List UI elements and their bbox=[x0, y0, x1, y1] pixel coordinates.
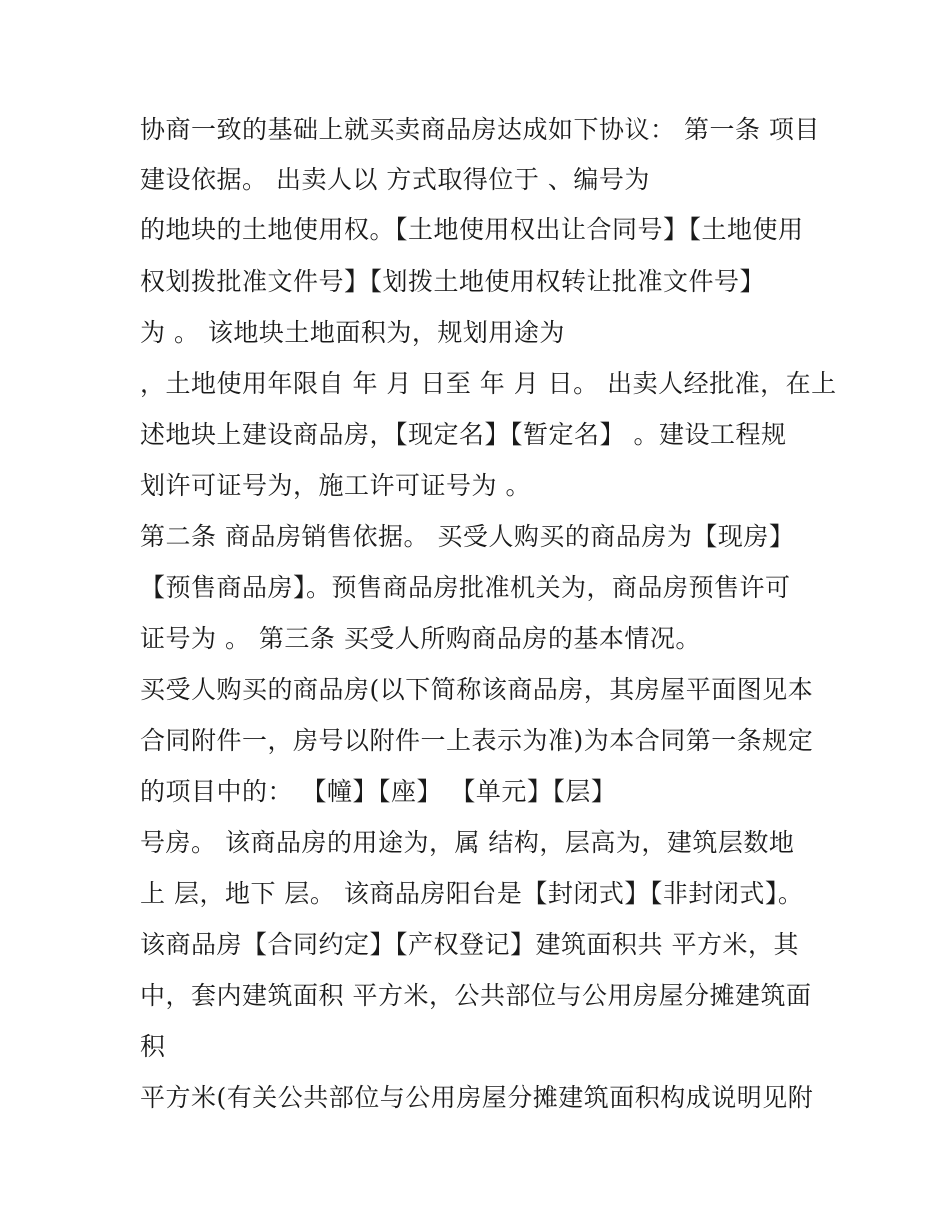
text-line: 合同附件一，房号以附件一上表示为准)为本合同第一条规定 bbox=[140, 726, 814, 755]
text-line: 证号为 。 第三条 买受人所购商品房的基本情况。 bbox=[140, 624, 701, 653]
text-line: 的地块的土地使用权。【土地使用权出让合同号】【土地使用 bbox=[140, 215, 804, 244]
text-line: 该商品房【合同约定】【产权登记】建筑面积共 平方米，其 bbox=[140, 930, 799, 959]
text-line: 的项目中的： 【幢】【座】 【单元】【层】 bbox=[140, 777, 617, 806]
text-line: 买受人购买的商品房(以下简称该商品房，其房屋平面图见本 bbox=[140, 675, 814, 704]
text-line: 上 层，地下 层。 该商品房阳台是【封闭式】【非封闭式】。 bbox=[140, 879, 804, 908]
text-line: 建设依据。 出卖人以 方式取得位于 、编号为 bbox=[140, 165, 650, 194]
text-line: 【预售商品房】。预售商品房批准机关为，商品房预售许可 bbox=[140, 573, 791, 602]
text-line: 号房。 该商品房的用途为，属 结构，层高为，建筑层数地 bbox=[140, 828, 795, 857]
text-line: ，土地使用年限自 年 月 日至 年 月 日。 出卖人经批准，在上 bbox=[140, 369, 837, 398]
text-line: 平方米(有关公共部位与公用房屋分摊建筑面积构成说明见附 bbox=[140, 1083, 814, 1112]
text-line: 划许可证号为，施工许可证号为 。 bbox=[140, 471, 531, 500]
text-line: 述地块上建设商品房，【现定名】【暂定名】 。建设工程规 bbox=[140, 420, 787, 449]
text-line: 为 。 该地块土地面积为，规划用途为 bbox=[140, 318, 565, 347]
text-line: 积 bbox=[140, 1032, 166, 1061]
text-line: 权划拨批准文件号】【划拨土地使用权转让批准文件号】 bbox=[140, 267, 766, 296]
text-line: 中，套内建筑面积 平方米，公共部位与公用房屋分摊建筑面 bbox=[140, 981, 812, 1010]
text-line: 第二条 商品房销售依据。 买受人购买的商品房为【现房】 bbox=[140, 522, 795, 551]
text-line: 协商一致的基础上就买卖商品房达成如下协议： 第一条 项目 bbox=[140, 115, 820, 144]
